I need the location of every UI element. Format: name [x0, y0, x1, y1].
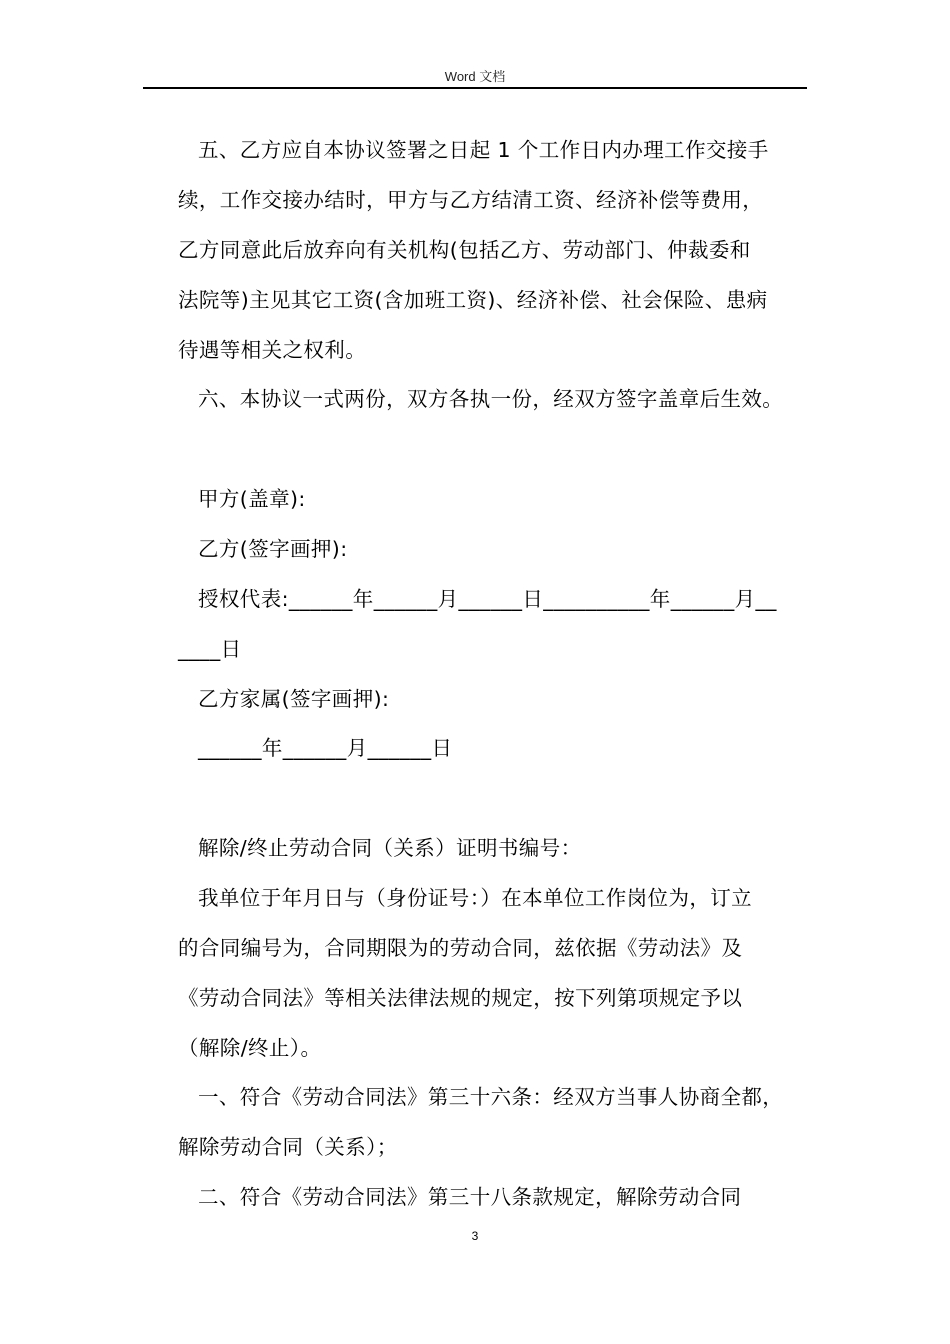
paragraph-line: 的合同编号为，合同期限为的劳动合同，兹依据《劳动法》及	[178, 936, 743, 960]
paragraph-line: （解除/终止）。	[178, 1036, 322, 1060]
signature-authorized-rep: 授权代表:______年______月______日__________年______月__	[198, 587, 777, 611]
signature-family: 乙方家属(签字画押):	[198, 687, 390, 711]
header-divider	[143, 87, 807, 89]
paragraph-line: 法院等)主见其它工资(含加班工资)、经济补偿、社会保险、患病	[178, 288, 768, 312]
page-header-title: Word 文档	[444, 69, 506, 84]
certificate-title: 解除/终止劳动合同（关系）证明书编号：	[198, 836, 582, 860]
signature-party-a: 甲方(盖章):	[198, 487, 306, 511]
paragraph-line: 二、符合《劳动合同法》第三十八条款规定，解除劳动合同	[198, 1185, 742, 1209]
paragraph-line: 我单位于年月日与（身份证号：）在本单位工作岗位为，订立	[198, 886, 753, 910]
paragraph-line: 《劳动合同法》等相关法律法规的规定，按下列第项规定予以	[178, 986, 743, 1010]
paragraph-line: 一、符合《劳动合同法》第三十六条：经双方当事人协商全都，	[198, 1085, 784, 1109]
paragraph-line: 续，工作交接办结时，甲方与乙方结清工资、经济补偿等费用，	[178, 188, 764, 212]
paragraph-line: 六、本协议一式两份，双方各执一份，经双方签字盖章后生效。	[198, 387, 784, 411]
signature-family-date: ______年______月______日	[198, 736, 453, 760]
page-number: 3	[471, 1229, 479, 1243]
paragraph-line: 五、乙方应自本协议签署之日起 1 个工作日内办理工作交接手	[198, 138, 769, 162]
signature-date-continued: ____日	[178, 637, 242, 661]
paragraph-line: 解除劳动合同（关系）；	[178, 1135, 398, 1159]
paragraph-line: 待遇等相关之权利。	[178, 338, 367, 362]
signature-party-b: 乙方(签字画押):	[198, 537, 348, 561]
paragraph-line: 乙方同意此后放弃向有关机构(包括乙方、劳动部门、仲裁委和	[178, 238, 751, 262]
